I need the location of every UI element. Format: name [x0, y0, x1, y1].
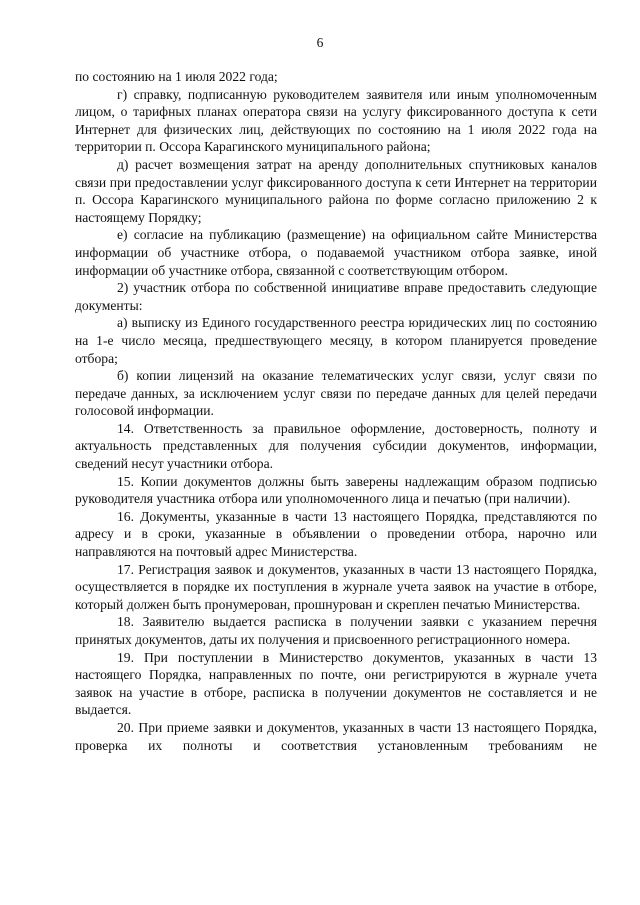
paragraph: 15. Копии документов должны быть заверены надлежащим образом подписью руководителя участника отбора или уполномоченного лица и печатью (при наличии).	[75, 473, 597, 507]
paragraph: по состоянию на 1 июля 2022 года;	[75, 69, 278, 84]
page-number: 6	[316, 35, 324, 50]
paragraph: 18. Заявителю выдается расписка в получении заявки с указанием перечня принятых документов, даты их получения и присвоенного регистрационного номера.	[75, 614, 597, 647]
paragraph: 20. При приеме заявки и документов, указанных в части 13 настоящего Порядка, проверка их полноты и соответствия установленным требованиям не	[75, 719, 597, 753]
paragraph: 17. Регистрация заявок и документов, указанных в части 13 настоящего Порядка, осуществляется в порядке их поступления в журнале учета заявок на участие в отборе, который должен быть пронумерован, прошнурован и скреплен печатью Министерства.	[75, 561, 597, 612]
paragraph: 14. Ответственность за правильное оформление, достоверность, полноту и актуальность представленных для получения субсидии документов, информации, сведений несут участники отбора.	[75, 420, 597, 472]
paragraph: 16. Документы, указанные в части 13 настоящего Порядка, представляются по адресу и в сроки, указанные в объявлении о проведении отбора, нарочно или направляются на почтовый адрес Министерства.	[75, 508, 597, 560]
paragraph: г) справку, подписанную руководителем заявителя или иным уполномоченным лицом, о тарифных планах оператора связи на услугу фиксированного доступа к сети Интернет для физических лиц, действующих по состоянию на 1 июля 2022 года на территории п. Оссора Карагинского муниципального района;	[75, 86, 597, 155]
paragraph: е) согласие на публикацию (размещение) на официальном сайте Министерства информации об участнике отбора, о подаваемой участником отбора заявке, иной информации об участнике отбора, связанной с соответствующим отбором.	[75, 227, 597, 278]
paragraph: б) копии лицензий на оказание телематических услуг связи, услуг связи по передаче данных, за исключением услуг связи по передаче данных для целей передачи голосовой информации.	[75, 368, 597, 419]
paragraph: д) расчет возмещения затрат на аренду дополнительных спутниковых каналов связи при предоставлении услуг фиксированного доступа к сети Интернет на территории п. Оссора Карагинского муниципального района по форме согласно приложению 2 к настоящему Порядку;	[75, 156, 597, 225]
paragraph: а) выписку из Единого государственного реестра юридических лиц по состоянию на 1-е число месяца, предшествующего месяцу, в котором планируется проведение отбора;	[75, 315, 597, 366]
paragraph: 19. При поступлении в Министерство документов, указанных в части 13 настоящего Порядка, направленных по почте, они регистрируются в журнале учета заявок на участие в отборе, расписка в получении документов не составляется и не выдается.	[75, 649, 597, 718]
paragraph: 2) участник отбора по собственной инициативе вправе предоставить следующие документы:	[75, 280, 597, 313]
document-body	[75, 68, 597, 754]
